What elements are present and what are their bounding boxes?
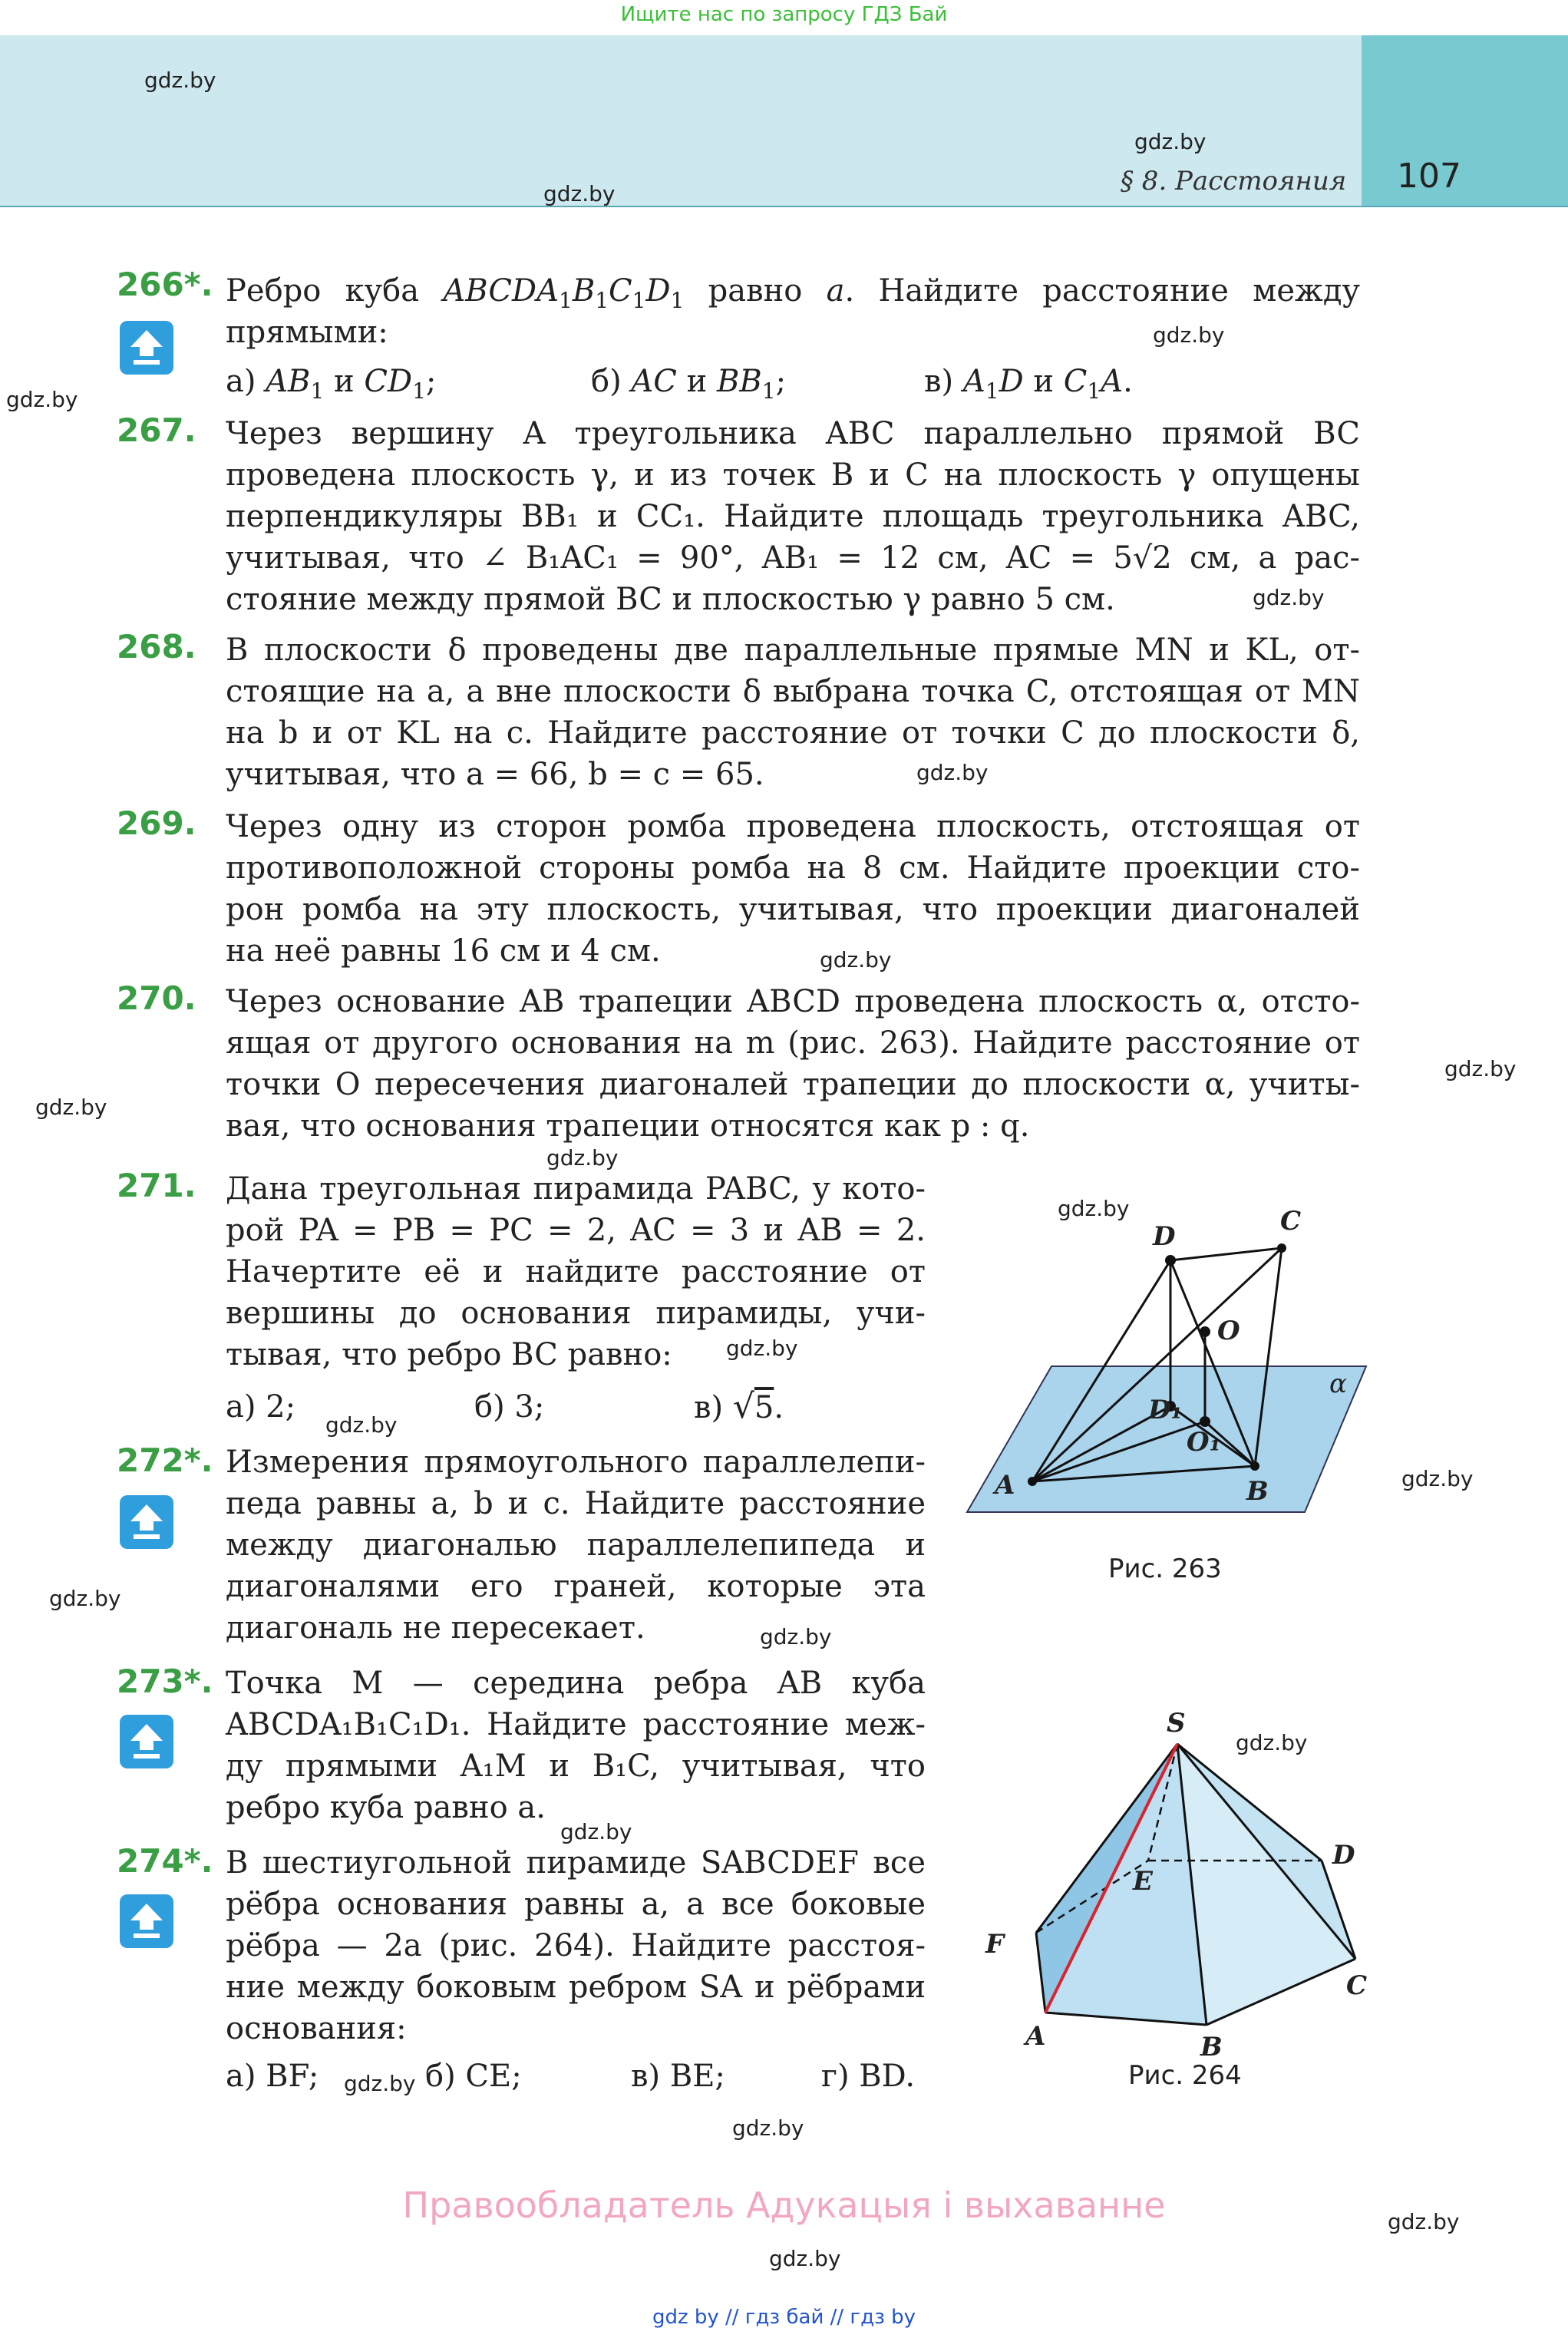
problem-number-267: 267. [117, 411, 196, 449]
watermark: gdz.by [543, 181, 616, 206]
watermark: gdz.by [1153, 322, 1225, 348]
watermark: gdz.by [35, 1095, 107, 1120]
label-A: A [1025, 2021, 1046, 2052]
label-O: O [1217, 1316, 1240, 1346]
problem-267-line-1: Через вершину A треугольника ABC параллельно прямой BC [226, 416, 1360, 451]
point-D [1165, 1255, 1176, 1266]
point-O1 [1200, 1416, 1210, 1427]
watermark: gdz.by [1253, 585, 1325, 610]
problem-number-271: 271. [117, 1167, 196, 1204]
point-O [1200, 1326, 1210, 1337]
problem-266-line-2: прямыми: [226, 315, 388, 350]
watermark: gdz.by [560, 1819, 632, 1844]
problem-271-line-4: вершины до основания пирамиды, учи- [226, 1296, 926, 1331]
page-number: 107 [1397, 157, 1461, 196]
upload-icon[interactable] [120, 1715, 173, 1768]
watermark: gdz.by [769, 2246, 841, 2271]
problem-270-line-1: Через основание AB трапеции ABCD проведена плоскость α, отсто- [226, 984, 1360, 1019]
problem-269-line-4: на неё равны 16 см и 4 см. [226, 933, 661, 969]
label-O1: O₁ [1187, 1427, 1221, 1458]
problem-272-line-4: диагоналями его граней, которые эта [226, 1569, 926, 1604]
watermark: gdz.by [6, 387, 78, 412]
watermark: gdz.by [344, 2071, 416, 2096]
label-C: C [1346, 1970, 1368, 2001]
watermark: gdz.by [1444, 1056, 1517, 1081]
point-A [1028, 1477, 1037, 1486]
figure-263-caption: Рис. 263 [1108, 1554, 1222, 1584]
page-number-tab [1362, 35, 1568, 207]
upload-icon[interactable] [120, 1495, 173, 1549]
upload-icon[interactable] [120, 1894, 173, 1948]
label-D: D [1153, 1221, 1176, 1252]
watermark: gdz.by [760, 1624, 832, 1649]
problem-268-line-2: стоящие на a, а вне плоскости δ выбрана точка C, отстоящая от MN [226, 674, 1360, 709]
watermark: gdz.by [49, 1586, 121, 1611]
edge-DC [1170, 1248, 1282, 1260]
label-B: B [1200, 2032, 1223, 2062]
problem-272-line-5: диагональ не пересекает. [226, 1610, 645, 1646]
problem-273-line-2: ABCDA₁B₁C₁D₁. Найдите расстояние меж- [226, 1707, 926, 1742]
problem-268-line-1: В плоскости δ проведены две параллельные прямые MN и KL, от- [226, 632, 1360, 668]
problem-267-line-2: проведена плоскость γ, и из точек B и C на плоскость γ опущены [226, 457, 1360, 493]
watermark: gdz.by [1058, 1196, 1130, 1221]
section-title: § 8. Расстояния [1121, 166, 1347, 196]
problem-274-line-4: ние между боковым ребром SA и рёбрами [226, 1970, 926, 2005]
problem-268-line-3: на b и от KL на c. Найдите расстояние от точки C до плоскости δ, [226, 715, 1360, 751]
problem-269-line-1: Через одну из сторон ромба проведена плоскость, отстоящая от [226, 809, 1360, 844]
copyright-footer: Правообладатель Адукацыя і выхаванне [402, 2184, 1166, 2226]
label-F: F [985, 1929, 1005, 1960]
problem-272-line-3: между диагональю параллелепипеда и [226, 1527, 926, 1563]
figure-263 [952, 1197, 1381, 1535]
problem-273-line-4: ребро куба равно a. [226, 1790, 546, 1825]
problem-272-line-1: Измерения прямоугольного параллелепи- [226, 1445, 926, 1480]
header-divider [0, 206, 1568, 207]
point-B [1250, 1461, 1259, 1471]
label-D: D [1332, 1840, 1355, 1871]
problem-271-line-3: Начертите её и найдите расстояние от [226, 1254, 926, 1290]
problem-number-266: 266*. [117, 266, 213, 303]
problem-274-line-3: рёбра — 2a (рис. 264). Найдите расстоя- [226, 1928, 926, 1963]
problem-271-line-2: рой PA = PB = PC = 2, AC = 3 и AB = 2. [226, 1213, 926, 1248]
figure-264 [975, 1702, 1389, 2063]
problem-number-270: 270. [117, 979, 196, 1017]
label-E: E [1133, 1866, 1153, 1897]
problem-266-line-1: Ребро куба $ABCDA_1B_1C_1D_1$ равно a. Найдите расстояние между [226, 273, 1361, 313]
problem-273-line-1: Точка M — середина ребра AB куба [226, 1666, 926, 1701]
problem-number-272: 272*. [117, 1441, 213, 1479]
problem-271-line-1: Дана треугольная пирамида PABC, у кото- [226, 1171, 926, 1207]
watermark: gdz.by [1236, 1730, 1308, 1755]
problem-273-line-3: ду прямыми A₁M и B₁C, учитывая, что [226, 1749, 926, 1784]
problem-270-line-4: вая, что основания трапеции относятся как p : q. [226, 1108, 1030, 1144]
watermark: gdz.by [726, 1336, 798, 1361]
problem-269-line-2: противоположной стороны ромба на 8 см. Найдите проекции сто- [226, 850, 1360, 886]
upload-icon[interactable] [120, 321, 173, 375]
watermark: gdz.by [325, 1412, 398, 1438]
bottom-links[interactable]: gdz by // гдз бай // гдз by [652, 2306, 916, 2329]
watermark: gdz.by [1134, 129, 1207, 154]
problem-272-line-2: педа равны a, b и c. Найдите расстояние [226, 1486, 926, 1521]
label-A: A [995, 1470, 1015, 1501]
problem-270-line-3: точки O пересечения диагоналей трапеции до плоскости α, учиты- [226, 1067, 1360, 1102]
problem-267-line-4: учитывая, что ∠ B₁AC₁ = 90°, AB₁ = 12 см, AC = 5√2 см, а рас- [226, 540, 1360, 576]
watermark: gdz.by [1401, 1466, 1474, 1491]
point-C [1277, 1243, 1286, 1253]
label-B: B [1246, 1476, 1269, 1507]
top-search-banner[interactable]: Ищите нас по запросу ГДЗ Бай [620, 3, 948, 26]
watermark: gdz.by [1388, 2209, 1460, 2234]
watermark: gdz.by [144, 68, 216, 93]
watermark: gdz.by [820, 947, 892, 973]
label-C: C [1280, 1206, 1302, 1237]
problem-number-268: 268. [117, 628, 196, 665]
problem-269-line-3: рон ромба на эту плоскость, учитывая, что проекции диагоналей [226, 892, 1360, 927]
problem-274-line-5: основания: [226, 2011, 407, 2046]
problem-271-line-5: тывая, что ребро BC равно: [226, 1337, 672, 1372]
watermark: gdz.by [732, 2115, 804, 2141]
figure-264-caption: Рис. 264 [1128, 2060, 1242, 2091]
problem-268-line-4: учитывая, что a = 66, b = c = 65. [226, 757, 764, 792]
watermark: gdz.by [546, 1145, 619, 1171]
problem-270-line-2: ящая от другого основания на m (рис. 263). Найдите расстояние от [226, 1025, 1360, 1061]
plane-alpha [967, 1366, 1366, 1512]
watermark: gdz.by [916, 760, 989, 785]
problem-267-line-5: стояние между прямой BC и плоскостью γ равно 5 см. [226, 582, 1115, 617]
label-S: S [1167, 1708, 1186, 1739]
problem-267-line-3: перпендикуляры BB₁ и CC₁. Найдите площадь треугольника ABC, [226, 499, 1360, 534]
label-alpha: α [1329, 1369, 1347, 1399]
problem-number-269: 269. [117, 804, 196, 842]
label-D1: D₁ [1148, 1395, 1183, 1425]
problem-274-line-1: В шестиугольной пирамиде SABCDEF все [226, 1845, 926, 1881]
problem-274-line-2: рёбра основания равны a, а все боковые [226, 1887, 926, 1922]
problem-number-273: 273*. [117, 1663, 213, 1700]
problem-number-274: 274*. [117, 1842, 213, 1880]
